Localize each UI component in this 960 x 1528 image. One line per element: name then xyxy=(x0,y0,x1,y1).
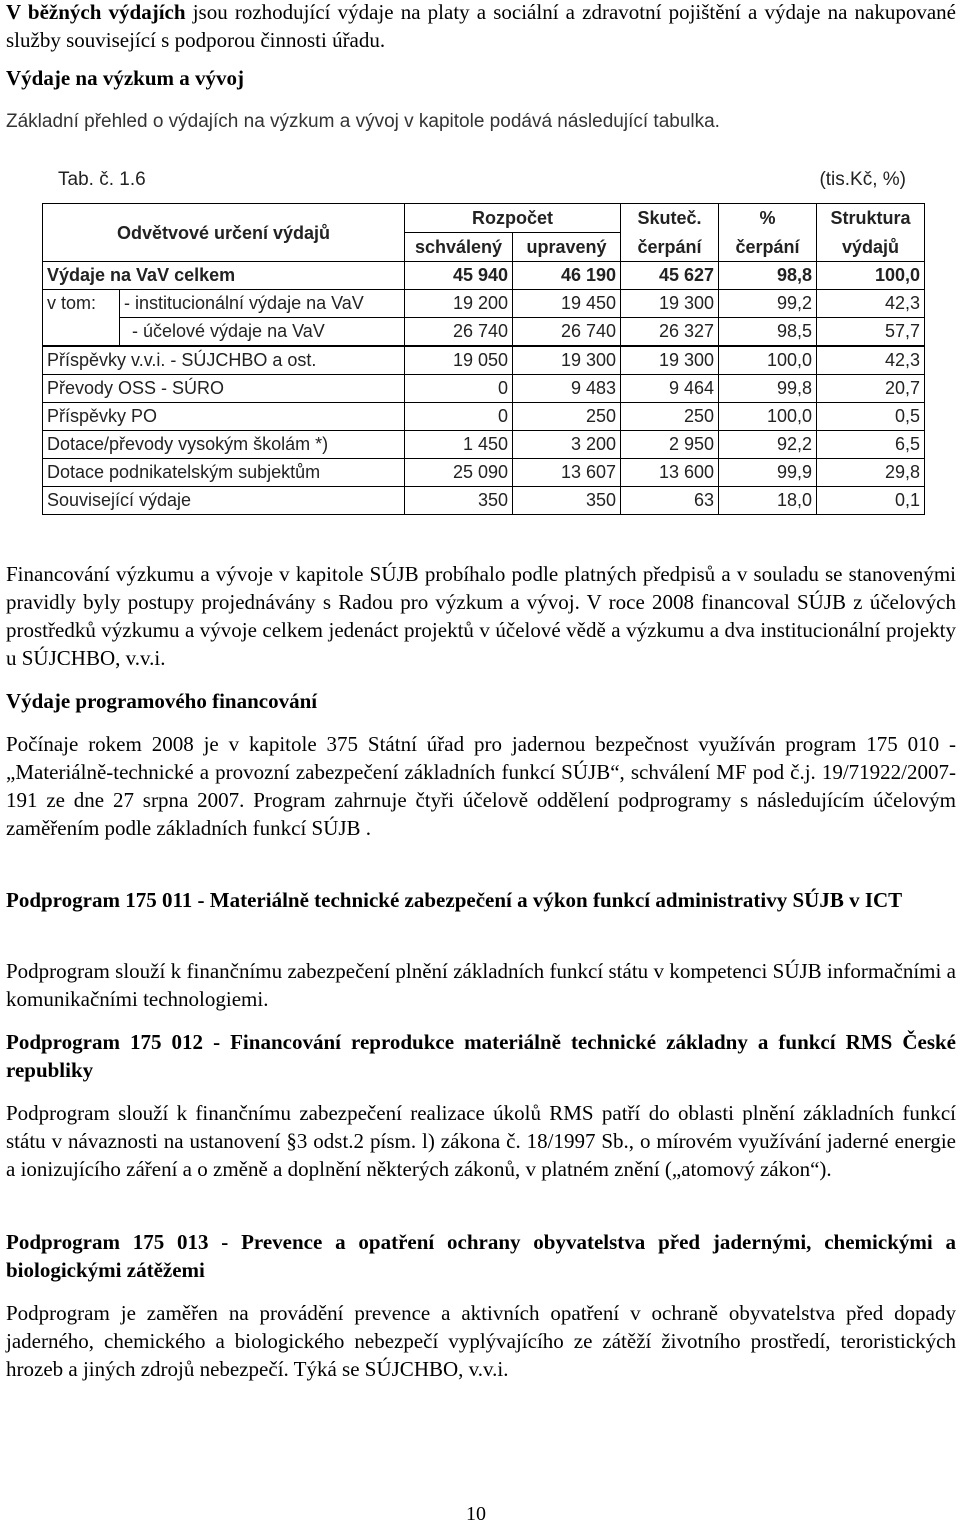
row-cell: 350 xyxy=(513,487,621,515)
row-cell: 0,5 xyxy=(817,403,925,431)
intro-paragraph xyxy=(6,0,956,54)
row-cell: 26 740 xyxy=(513,318,621,347)
header-rozpocet: Rozpočet xyxy=(405,204,621,233)
table-unit: (tis.Kč, %) xyxy=(819,169,906,190)
row-cell: 98,5 xyxy=(719,318,817,347)
row-cell: 25 090 xyxy=(405,459,513,487)
intro-rest: jsou rozhodující výdaje na platy a sociální a zdravotní pojištění a výdaje na nakupované služby související s podporou činnosti úřadu. xyxy=(6,0,956,52)
row-cell: 57,7 xyxy=(817,318,925,347)
row-cell: 92,2 xyxy=(719,431,817,459)
row-label: Převody OSS - SÚRO xyxy=(43,375,405,403)
row-label: Dotace/převody vysokým školám *) xyxy=(43,431,405,459)
total-cell: 46 190 xyxy=(513,262,621,290)
table-row xyxy=(43,431,925,459)
row-cell: 250 xyxy=(621,403,719,431)
header-struktura: Struktura xyxy=(817,204,925,233)
row-label: - institucionální výdaje na VaV xyxy=(120,290,405,318)
row-cell: 13 600 xyxy=(621,459,719,487)
row-cell: 19 200 xyxy=(405,290,513,318)
row-cell: 26 740 xyxy=(405,318,513,347)
table-row xyxy=(43,375,925,403)
heading-175012: Podprogram 175 012 - Financování reprodukce materiálně technické základny a funkcí RMS České republiky xyxy=(6,1030,956,1082)
heading-programove: Výdaje programového financování xyxy=(6,689,318,713)
row-cell: 42,3 xyxy=(817,346,925,375)
row-cell: 100,0 xyxy=(719,346,817,375)
table-header-row xyxy=(43,204,925,233)
header-odvetvove: Odvětvové určení výdajů xyxy=(43,204,405,262)
row-cell: 9 483 xyxy=(513,375,621,403)
row-cell: 29,8 xyxy=(817,459,925,487)
text-175013: Podprogram je zaměřen na provádění prevence a aktivních opatření v ochraně obyvatelstva před dopady jaderného, chemického a biologického nebezpečí vyplývajícího ze zátěží životního prostředí, teroristických hrozeb a jiných zdrojů nebezpečí. Týká se SÚJCHBO, v.v.i. xyxy=(6,1301,956,1381)
row-cell: 20,7 xyxy=(817,375,925,403)
row-cell: 99,2 xyxy=(719,290,817,318)
row-cell: 2 950 xyxy=(621,431,719,459)
page-number: 10 xyxy=(466,1503,486,1525)
text-175011: Podprogram slouží k finančnímu zabezpečení plnění základních funkcí státu v kompetenci SÚJB informačními a komunikačními technologiemi. xyxy=(6,959,956,1011)
row-cell: 250 xyxy=(513,403,621,431)
total-cell: 45 940 xyxy=(405,262,513,290)
row-label: Příspěvky PO xyxy=(43,403,405,431)
table-row xyxy=(43,318,925,347)
row-cell: 0,1 xyxy=(817,487,925,515)
table-row xyxy=(43,403,925,431)
header-pct: % xyxy=(719,204,817,233)
row-cell: 19 300 xyxy=(621,346,719,375)
row-cell: 19 300 xyxy=(621,290,719,318)
table-row xyxy=(43,346,925,375)
row-cell: 13 607 xyxy=(513,459,621,487)
text-175012: Podprogram slouží k finančnímu zabezpečení realizace úkolů RMS patří do oblasti plnění základních funkcí státu v návaznosti na ustanovení §3 odst.2 písm. l) zákona č. 18/1997 Sb., o mírovém využívání jaderné energie a ionizujícího záření a o změně a doplnění některých zákonů, v platném znění („atomový zákon“). xyxy=(6,1101,956,1181)
header-skutec: Skuteč. xyxy=(621,204,719,233)
programove-paragraph: Počínaje rokem 2008 je v kapitole 375 Státní úřad pro jadernou bezpečnost využíván program 175 010 - „Materiálně-technické a provozní zabezpečení základních funkcí SÚJB“, schválení MF pod č.j. 19/71922/2007-191 ze dne 27 srpna 2007. Program zahrnuje čtyři účelově oddělení podprogramy s následujícím účelovým zaměřením podle základních funkcí SÚJB . xyxy=(6,732,956,840)
row-cell: 19 450 xyxy=(513,290,621,318)
vtom-label: v tom: xyxy=(43,290,120,318)
header-pct-cerpani: čerpání xyxy=(719,233,817,262)
heading-175011: Podprogram 175 011 - Materiálně technické zabezpečení a výkon funkcí administrativy SÚJB v ICT xyxy=(6,888,903,912)
row-label: Dotace podnikatelským subjektům xyxy=(43,459,405,487)
table-row-total xyxy=(43,262,925,290)
row-cell: 42,3 xyxy=(817,290,925,318)
row-label: Příspěvky v.v.i. - SÚJCHBO a ost. xyxy=(43,346,405,375)
row-cell: 19 300 xyxy=(513,346,621,375)
header-schvaleny: schválený xyxy=(405,233,513,262)
row-cell: 6,5 xyxy=(817,431,925,459)
row-cell: 19 050 xyxy=(405,346,513,375)
row-cell: 9 464 xyxy=(621,375,719,403)
table-caption: Tab. č. 1.6 xyxy=(58,169,146,190)
row-cell: 1 450 xyxy=(405,431,513,459)
total-cell: 98,8 xyxy=(719,262,817,290)
overview-text: Základní přehled o výdajích na výzkum a vývoj v kapitole podává následující tabulka. xyxy=(6,111,720,132)
total-cell: 45 627 xyxy=(621,262,719,290)
header-cerpani: čerpání xyxy=(621,233,719,262)
row-cell: 63 xyxy=(621,487,719,515)
row-cell: 18,0 xyxy=(719,487,817,515)
row-cell: 99,8 xyxy=(719,375,817,403)
heading-vyzkum: Výdaje na výzkum a vývoj xyxy=(6,66,245,90)
vav-table xyxy=(42,203,925,515)
row-cell: 99,9 xyxy=(719,459,817,487)
intro-lead: V běžných výdajích xyxy=(6,0,186,24)
row-cell: 100,0 xyxy=(719,403,817,431)
table-row xyxy=(43,459,925,487)
row-cell: 350 xyxy=(405,487,513,515)
row-cell: 0 xyxy=(405,403,513,431)
total-label: Výdaje na VaV celkem xyxy=(43,262,405,290)
vtom-spacer xyxy=(43,318,120,347)
row-cell: 3 200 xyxy=(513,431,621,459)
row-cell: 26 327 xyxy=(621,318,719,347)
financovani-paragraph: Financování výzkumu a vývoje v kapitole SÚJB probíhalo podle platných předpisů a v souladu se stanovenými pravidly byly postupy projednávány s Radou pro výzkum a vývoj. V roce 2008 financoval SÚJB z účelových prostředků výzkumu a vývoje celkem jedenáct projektů v účelové vědě a výzkumu a dva institucionální projekty u SÚJCHBO, v.v.i. xyxy=(6,562,956,670)
heading-175013: Podprogram 175 013 - Prevence a opatření ochrany obyvatelstva před jadernými, chemickými a biologickými zátěžemi xyxy=(6,1230,956,1282)
header-upraveny: upravený xyxy=(513,233,621,262)
row-cell: 0 xyxy=(405,375,513,403)
table-row xyxy=(43,487,925,515)
header-vydaju: výdajů xyxy=(817,233,925,262)
total-cell: 100,0 xyxy=(817,262,925,290)
table-row xyxy=(43,290,925,318)
row-label: - účelové výdaje na VaV xyxy=(120,318,405,347)
row-label: Související výdaje xyxy=(43,487,405,515)
